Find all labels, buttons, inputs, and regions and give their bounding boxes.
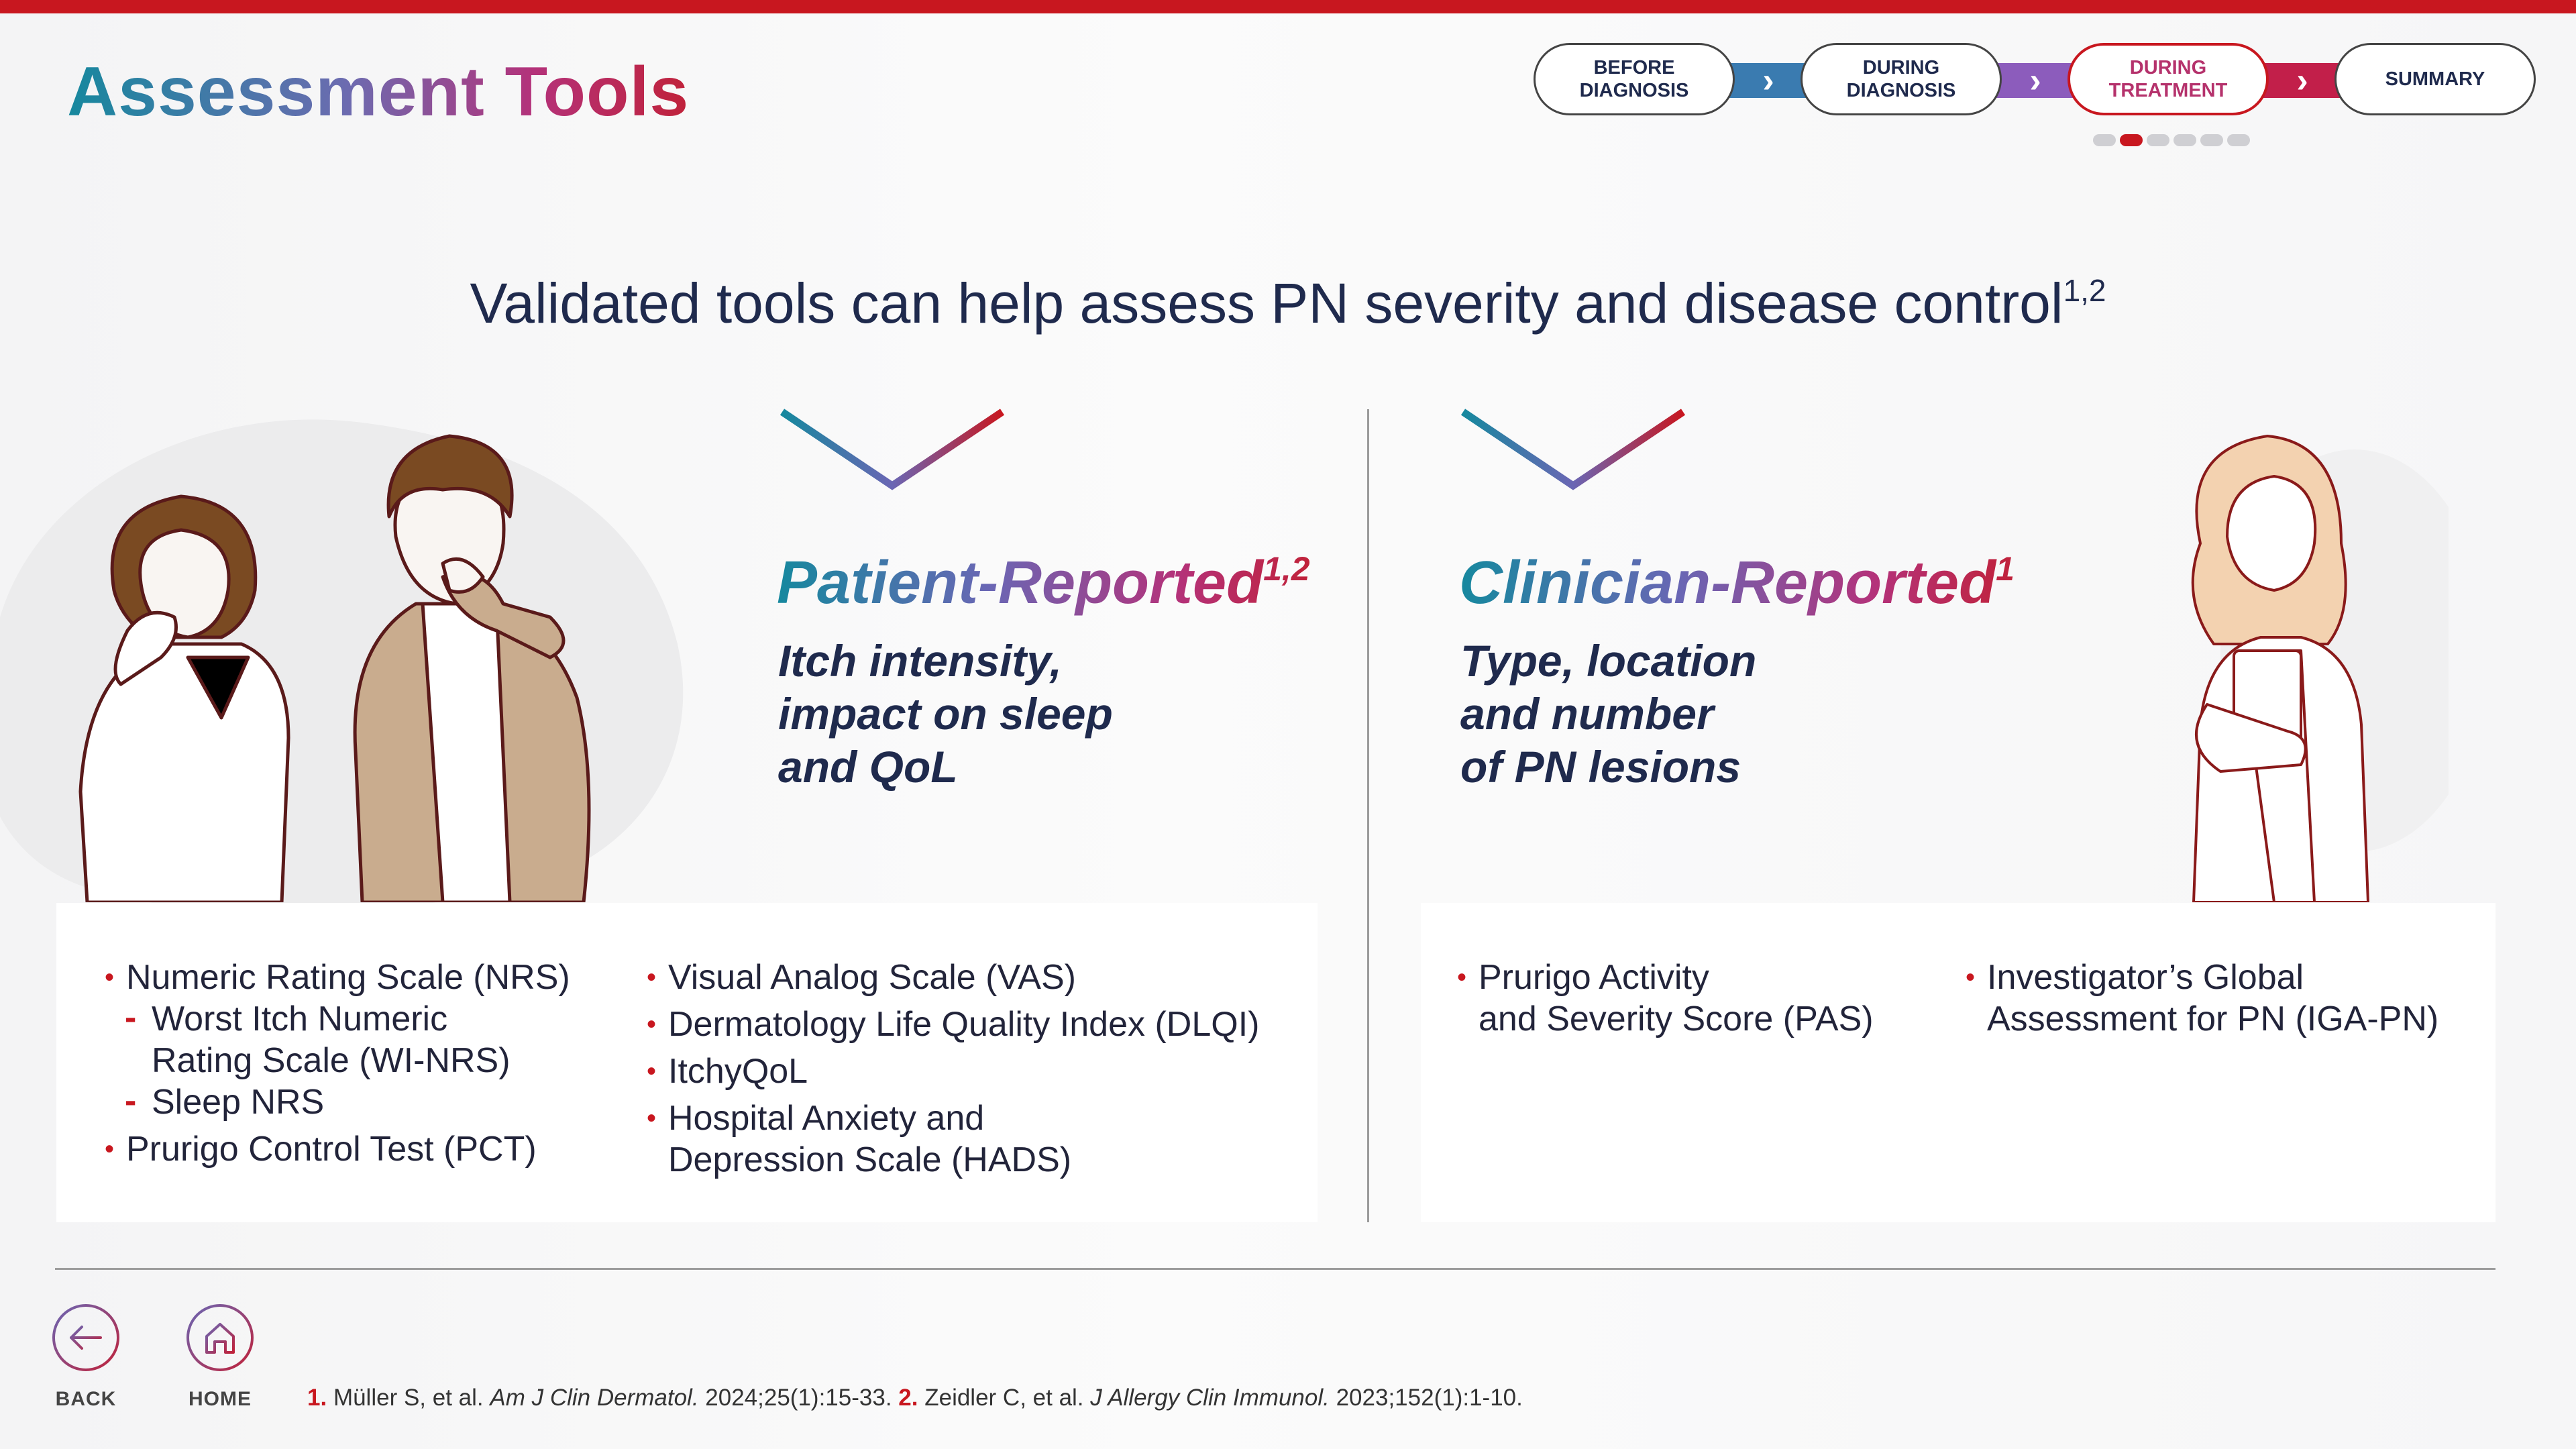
- clinician-illustration: [2140, 423, 2449, 902]
- patient-tools-list-2: [647, 957, 1259, 1181]
- list-item: • Visual Analog Scale (VAS): [647, 958, 1076, 997]
- nav-step-summary[interactable]: SUMMARY: [2334, 43, 2536, 115]
- clinician-reported-title-text: Clinician-Reported: [1459, 549, 1996, 616]
- page-dot[interactable]: [2227, 134, 2250, 146]
- list-item: • Investigator’s Global: [1966, 958, 2304, 997]
- ref1-journal: Am J Clin Dermatol.: [490, 1385, 699, 1411]
- patient-reported-citation: 1,2: [1263, 550, 1310, 588]
- references: [307, 1385, 1523, 1411]
- list-item: • Dermatology Life Quality Index (DLQI): [647, 1005, 1260, 1044]
- nav-step-during-diagnosis[interactable]: DURING DIAGNOSIS: [1801, 43, 2002, 115]
- list-item-continuation: Assessment for PN (IGA-PN): [1987, 1000, 2439, 1038]
- ref2-authors: Zeidler C, et al.: [924, 1385, 1084, 1411]
- clinician-reported-title: [1459, 549, 2015, 618]
- footer-divider: [55, 1268, 2496, 1270]
- back-label: BACK: [55, 1388, 117, 1410]
- back-button[interactable]: [51, 1303, 121, 1411]
- list-item: • Prurigo Control Test (PCT): [105, 1130, 537, 1169]
- list-item-continuation: Depression Scale (HADS): [668, 1140, 1072, 1179]
- page-dot[interactable]: [2093, 134, 2116, 146]
- chevron-down-icon: [778, 408, 1006, 491]
- clinician-tools-card: [1421, 903, 2496, 1222]
- list-item: - Worst Itch Numeric: [125, 998, 448, 1038]
- ref1-details: 2024;25(1):15-33.: [705, 1385, 892, 1411]
- list-item-continuation: Rating Scale (WI-NRS): [152, 1041, 511, 1080]
- headline-text: Validated tools can help assess PN severity and disease control: [470, 272, 2063, 335]
- nav-connector-3: [2262, 63, 2343, 98]
- page-dot[interactable]: [2174, 134, 2196, 146]
- patient-reported-title-text: Patient-Reported: [777, 549, 1264, 616]
- clinician-tools-list-1: [1457, 957, 1874, 1040]
- ref1-authors: Müller S, et al.: [333, 1385, 484, 1411]
- page-title: Assessment Tools: [67, 53, 690, 131]
- ref2-journal: J Allergy Clin Immunol.: [1090, 1385, 1330, 1411]
- progress-nav: [1534, 43, 2537, 117]
- nav-connector-2: [1995, 63, 2076, 98]
- ref1-number: 1.: [307, 1385, 327, 1411]
- arrow-left-icon: [51, 1303, 121, 1373]
- page-indicator: [2093, 134, 2250, 146]
- page-dot[interactable]: [2120, 134, 2143, 146]
- headline-citation: 1,2: [2063, 273, 2106, 308]
- nav-connector-1: [1728, 63, 1809, 98]
- clinician-reported-citation: 1: [1996, 550, 2015, 588]
- patient-reported-title: [777, 549, 1310, 618]
- list-item: • Numeric Rating Scale (NRS): [105, 958, 570, 997]
- clinician-tools-list-2: [1966, 957, 2438, 1040]
- home-label: HOME: [189, 1388, 252, 1410]
- list-item: • Hospital Anxiety and: [647, 1099, 985, 1138]
- patient-reported-subtitle: Itch intensity, impact on sleep and QoL: [778, 636, 1113, 792]
- top-accent-bar: [0, 0, 2576, 13]
- home-icon: [185, 1303, 255, 1373]
- thinking-people-illustration: [67, 402, 657, 902]
- ref2-number: 2.: [898, 1385, 918, 1411]
- page-dot[interactable]: [2147, 134, 2169, 146]
- chevron-right-icon: ›: [2029, 61, 2041, 100]
- list-item: • ItchyQoL: [647, 1052, 808, 1091]
- chevron-right-icon: ›: [2296, 61, 2308, 100]
- ref2-details: 2023;152(1):1-10.: [1336, 1385, 1523, 1411]
- chevron-down-icon: [1459, 408, 1687, 491]
- patient-tools-list-1: [105, 957, 570, 1170]
- nav-step-during-treatment[interactable]: DURING TREATMENT: [2068, 43, 2269, 115]
- chevron-right-icon: ›: [1762, 61, 1774, 100]
- list-item: - Sleep NRS: [125, 1081, 325, 1122]
- column-divider: [1367, 409, 1369, 1222]
- list-item-continuation: and Severity Score (PAS): [1479, 1000, 1874, 1038]
- clinician-reported-subtitle: Type, location and number of PN lesions: [1460, 636, 1757, 792]
- page-dot[interactable]: [2200, 134, 2223, 146]
- nav-step-before-diagnosis[interactable]: BEFORE DIAGNOSIS: [1534, 43, 1735, 115]
- home-button[interactable]: [185, 1303, 255, 1411]
- headline: [0, 271, 2576, 336]
- list-item: • Prurigo Activity: [1457, 958, 1709, 997]
